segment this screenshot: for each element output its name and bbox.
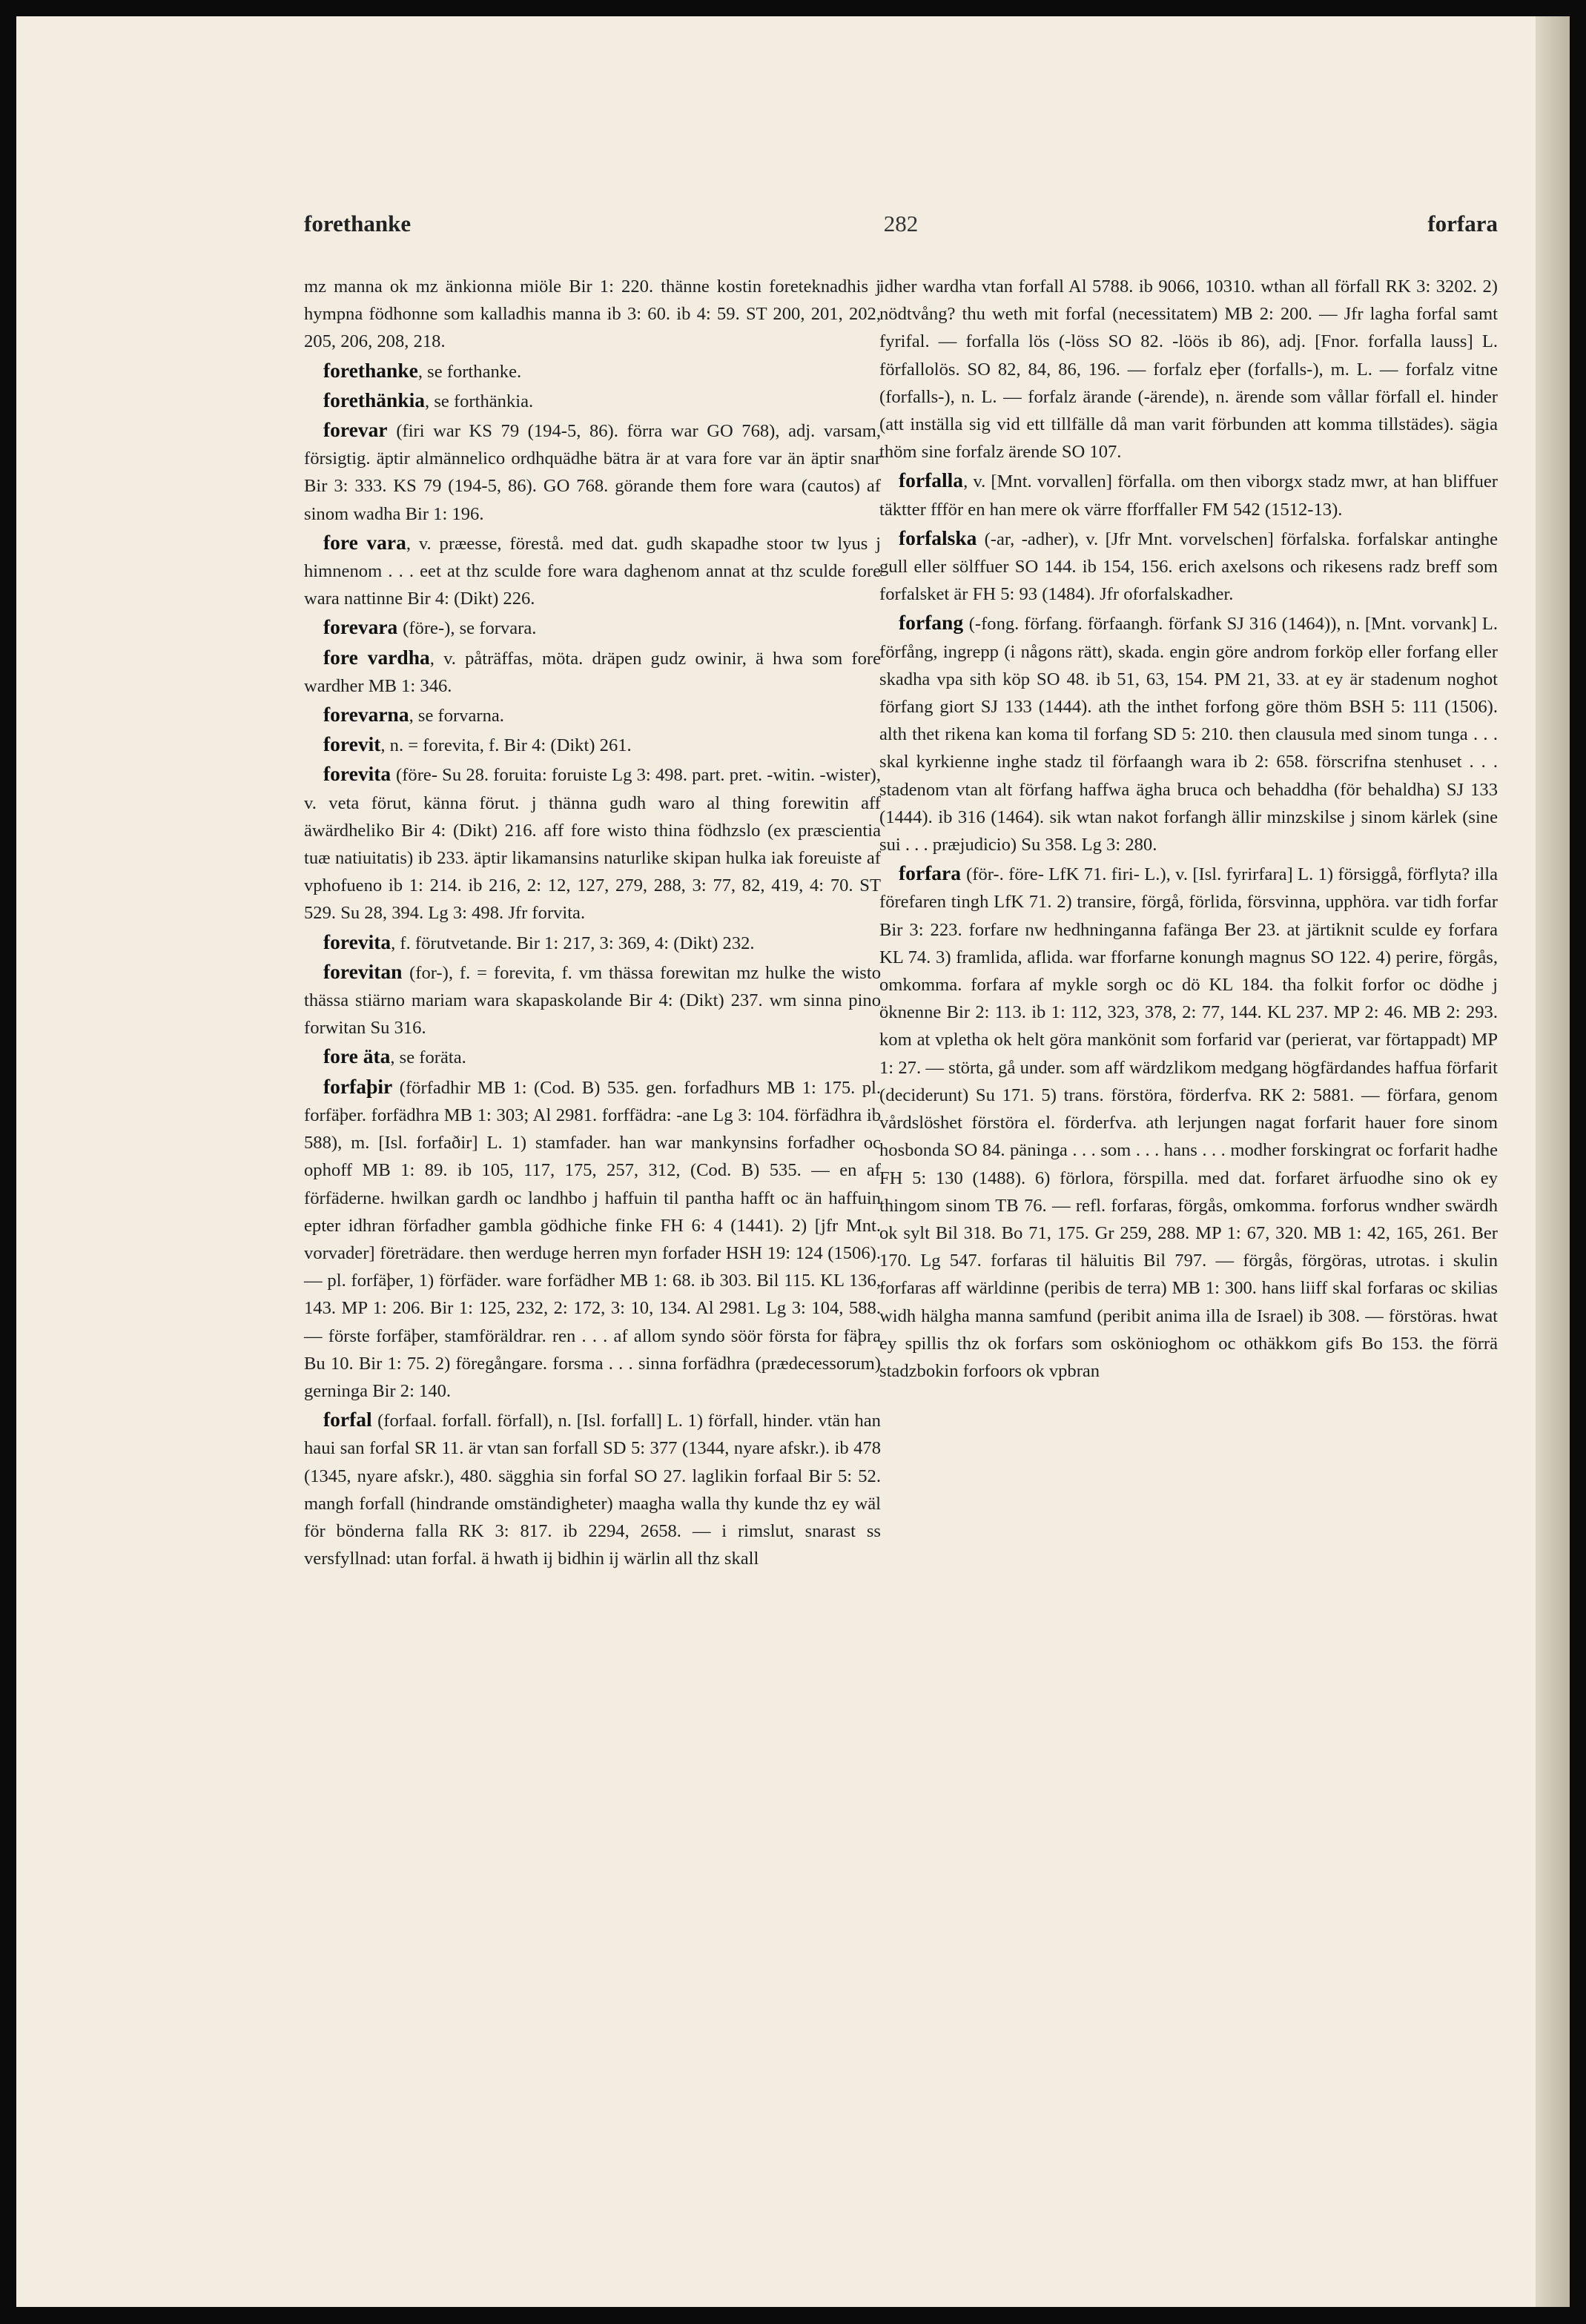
entry-paragraph: forethänkia, se forthänkia. <box>323 388 534 411</box>
entry-paragraph: mz manna ok mz änkionna miöle Bir 1: 220. thänne kostin foreteknadhis j hympna födhonne som kalladhis manna ib 3: 60. ib 4: 59. ST 200, 201, 202, 205, 206, 208, 218. <box>304 277 881 352</box>
entry-paragraph: fore äta, se foräta. <box>323 1045 466 1068</box>
entry-paragraph: forfal (forfaal. forfall. förfall), n. [Isl. forfall] L. 1) förfall, hinder. vtän han haui san forfal SR 11. är vtan san forfall SD 5: 377 (1344, nyare afskr.). ib 478 (1345, nyare afskr.), 480. sägghia sin forfal SO 27. laglikin forfaal Bir 5: 52. mangh forfall (hindrande omständigheter) maagha walla thy kunde thz ey wäl för bönderna falla RK 3: 817. ib 2294, 2658. — i rimslut, snarast ss versfyllnad: utan forfal. ä hwath ij bidhin ij wärlin all thz skall <box>304 1408 881 1569</box>
entry-paragraph: forevarna, se forvarna. <box>323 703 504 726</box>
entry-paragraph: forfalska (-ar, -adher), v. [Jfr Mnt. vorvelschen] förfalska. forfalskar antinghe gull eller sölffuer SO 144. ib 154, 156. erich axelsons och rikesens radz breff som forfalsket är FH 5: 93 (1484). Jfr oforfalskadher. <box>879 526 1498 605</box>
entry-paragraph: forevita, f. förutvetande. Bir 1: 217, 3: 369, 4: (Dikt) 232. <box>323 930 755 953</box>
entry-paragraph: forfang (-fong. förfang. förfaangh. förfank SJ 316 (1464)), n. [Mnt. vorvank] L. förfång, ingrepp (i någons rätt), skada. engin göre androm forköp eller forfang eller skadha vpa sith köp SO 48. ib 51, 63, 154. PM 21, 33. at ey är stadenum noghot förfang giort SJ 133 (1444). ath the inthet forfong göre thöm BSH 5: 111 (1506). alth thet rikena kan koma til forfang SD 5: 210. then clausula med sinom tunga . . . skal kyrkienne inghe stadz til förfaangh wara ib 2: 658. förscrifna stenhuset . . . stadenom vtan alt förfang haffwa ägha bruca och behaddha (för behaldha) SJ 133 (1444). ib 316 (1464). sik wtan nakot forfangh ällir minzskilse j sinom kärlek (sine sui . . . præjudicio) Su 358. Lg 3: 280. <box>879 611 1498 855</box>
entry-paragraph: forfaþir (förfadhir MB 1: (Cod. B) 535. gen. forfadhurs MB 1: 175. pl. forfäþer. forfädhra MB 1: 303; Al 2981. forffädra: -ane Lg 3: 104. förfädhra ib 588), m. [Isl. forfaðir] L. 1) stamfader. han war mankynsins forfadher oc ophoff MB 1: 89. ib 105, 117, 175, 257, 312, (Cod. B) 535. — en af förfäderne. hwilkan gardh oc landhbo j haffuin til pantha hafft oc än haffuin epter idhran förfadher gambla gödhiche finke FH 6: 4 (1441). 2) [jfr Mnt. vorvader] företrädare. then werduge herren myn forfader HSH 19: 124 (1506). — pl. forfäþer, 1) förfäder. ware forfädher MB 1: 68. ib 303. Bil 115. KL 136, 143. MP 1: 206. Bir 1: 125, 232, 2: 172, 3: 10, 134. Al 2981. Lg 3: 104, 588. — förste forfäþer, stamföräldrar. ren . . . af allom syndo söör första for fäþra Bu 10. Bir 1: 75. 2) föregångare. forsma . . . sinna forfädhra (prædecessorum) gerninga Bir 2: 140. <box>304 1074 881 1401</box>
page-header <box>304 211 1498 242</box>
right-column <box>879 273 1498 1386</box>
entry-paragraph: forfalla, v. [Mnt. vorvallen] förfalla. om then viborgx stadz mwr, at han bliffuer täktter ffför en han mere ok värre fforffaller FM 542 (1512-13). <box>879 469 1498 520</box>
entry-paragraph: forevitan (for-), f. = forevita, f. vm thässa forewitan mz hulke the wisto thässa stiärno mariam wara skapaskolande Bir 4: (Dikt) 237. wm sinna pino forwitan Su 316. <box>304 959 881 1039</box>
running-head-left: forethanke <box>304 211 412 236</box>
entry-paragraph: forevar (firi war KS 79 (194-5, 86). förra war GO 768), adj. varsam, försigtig. äptir almännelico ordhquädhe bätra är at vara fore var än äptir snar Bir 3: 333. KS 79 (194-5, 86). GO 768. görande them fore wara (cautos) af sinom wadha Bir 1: 196. <box>304 418 881 524</box>
entry-paragraph: fore vardha, v. påträffas, möta. dräpen gudz owinir, ä hwa som fore wardher MB 1: 346. <box>304 645 881 696</box>
entry-paragraph: idher wardha vtan forfall Al 5788. ib 9066, 10310. wthan all förfall RK 3: 3202. 2) nödtvång? thu weth mit forfal (necessitatem) MB 2: 200. — Jfr lagha forfal samt fyrifal. — forfalla lös (-löss SO 82. -löös ib 86), adj. [Fnor. forfalla lauss] L. förfallolös. SO 82, 84, 86, 196. — forfalz eþer (forfalls-), m. L. — forfalz vitne (forfalls-), n. L. — forfalz ärande (-ärende), n. ärende som vållar förfall el. hinder (att inställa sig vid ett tillfälle då man varit förbunden att komma tillstädes). sägia thöm sine forfalz ärende SO 107. <box>879 277 1498 463</box>
page-number: 282 <box>883 211 919 236</box>
entry-paragraph: forethanke, se forthanke. <box>323 358 522 382</box>
entry-paragraph: forevit, n. = forevita, f. Bir 4: (Dikt) 261. <box>323 732 632 756</box>
running-head-right: forfara <box>1427 211 1498 236</box>
dictionary-page <box>16 16 1570 2307</box>
book-spine-shadow <box>1536 16 1570 2307</box>
entry-paragraph: fore vara, v. præesse, förestå. med dat. gudh skapadhe stoor tw lyus j himnenom . . . eet at thz sculde fore wara daghenom annat at thz sculde fore wara nattinne Bir 4: (Dikt) 226. <box>304 530 882 609</box>
entry-paragraph: forevara (före-), se forvara. <box>323 615 537 639</box>
entry-paragraph: forfara (för-. före- LfK 71. firi- L.), v. [Isl. fyrirfara] L. 1) försiggå, förflyta? illa förefaren tingh LfK 71. 2) transire, förgå, förlida, försvinna, upphöra. var tidh forfar Bir 3: 223. forfare nw hedhninganna fafänga Ber 23. at järtiknit sculde ey forfara KL 74. 3) framlida, aflida. war fforfarne konungh magnus SO 122. 4) perire, förgås, omkomma. forfara af mykle sorgh oc dö KL 184. tha folkit forfor oc dödhe j öknenne Bir 2: 113. ib 1: 112, 323, 378, 2: 77, 144. KL 237. MP 2: 46. MB 2: 293. kom at vpletha ok helt göra mankönit som forfarid var (perierat, var förtappadt) MP 1: 27. — störta, gå under. som aff wärdzlikom medgang högfärdandes haffua förfarit (deciderunt) Su 171. 5) trans. förstöra, förderfva. RK 2: 5881. — förfara, genom vårdslöshet förstöra el. förderfva. ath lerjungen nagat forfarit hauer fore sinom hosbonda SO 84. päninga . . . som . . . hans . . . modher forskingrat oc forfarit hadhe FH 5: 130 (1488). 6) förlora, förspilla. med dat. forfaret ärfuodhe sino ok ey thingom sinom TB 76. — refl. forfaras, förgås, omkomma. forforus wndher swärdh ok sylt Bil 318. Bo 71, 175. Gr 259, 288. MP 1: 67, 320. MB 1: 42, 165, 261. Ber 170. Lg 547. forfaras til häluitis Bil 797. — förgås, förgöras, utrotas. i skulin forfaras aff wärldinne (peribis de terra) MB 1: 300. hans liiff skal forfaras oc skilias widh hälgha manna samfund (peribit anima illa de Israel) ib 308. — förstöras. hwat ey spillis thz ok forfars som oskönioghom oc othäkkom gifs Bo 153. the förrä stadzbokin forfoors ok vpbran <box>879 861 1498 1381</box>
entry-paragraph: forevita (före- Su 28. foruita: foruiste Lg 3: 498. part. pret. -witin. -wister), v. veta förut, känna förut. j thänna gudh waro al thing forewitin aff äwärdheliko Bir 4: (Dikt) 216. aff fore wisto thina födhzslo (ex præscientia tuæ natiuitatis) ib 233. äptir likamansins naturlike skipan hulka iak foreuiste af vphofueno ib 1: 214. ib 216, 2: 12, 127, 279, 288, 3: 77, 82, 419, 4: 70. ST 529. Su 28, 394. Lg 3: 498. Jfr forvita. <box>304 762 881 924</box>
left-column <box>304 273 881 1573</box>
